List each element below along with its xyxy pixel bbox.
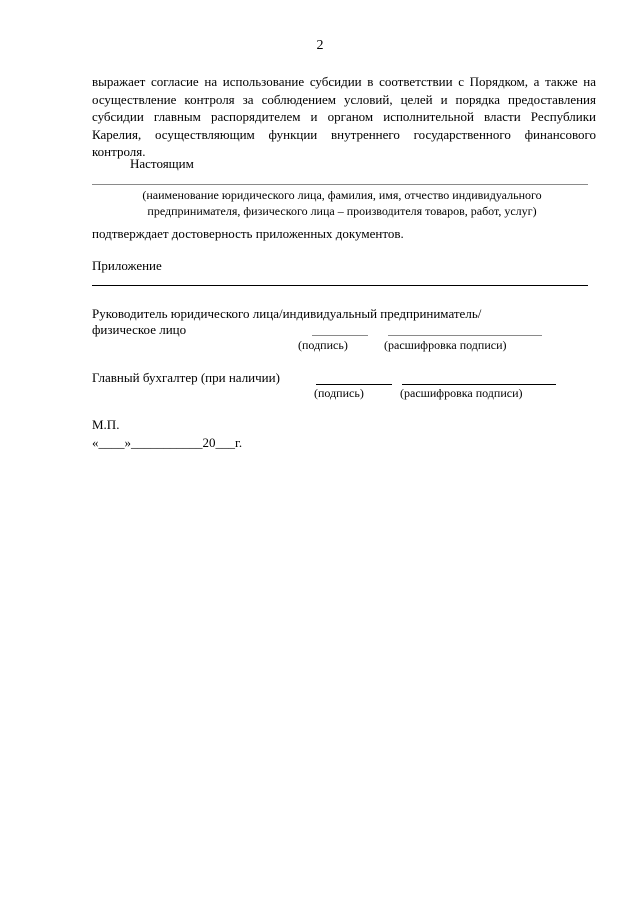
attestation-intro: Настоящим xyxy=(130,156,194,171)
head-title-line-2: физическое лицо xyxy=(92,322,187,337)
head-title-line-1: Руководитель юридического лица/индивидуальный предприниматель/ xyxy=(92,306,482,321)
accountant-signature-caption: (подпись) xyxy=(314,386,364,400)
attestation-confirms: подтверждает достоверность приложенных документов. xyxy=(92,226,404,241)
head-decoding-caption: (расшифровка подписи) xyxy=(384,338,507,352)
seal-label: М.П. xyxy=(92,417,120,432)
head-signature-line xyxy=(312,335,368,336)
head-decoding-line xyxy=(388,335,542,336)
page-number: 2 xyxy=(316,38,324,53)
accountant-title: Главный бухгалтер (при наличии) xyxy=(92,370,280,385)
entity-name-caption-1: (наименование юридического лица, фамилия, имя, отчество индивидуального xyxy=(142,188,542,202)
appendix-line xyxy=(92,285,588,286)
appendix-label: Приложение xyxy=(92,258,162,273)
accountant-decoding-caption: (расшифровка подписи) xyxy=(400,386,523,400)
entity-name-caption-2: предпринимателя, физического лица – производителя товаров, работ, услуг) xyxy=(147,204,537,218)
date-line: «____»___________20___г. xyxy=(92,435,243,450)
entity-name-line xyxy=(92,184,588,185)
consent-paragraph: выражает согласие на использование субсидии в соответствии с Порядком, а также на осуществление контроля за соблюдением условий, целей и порядка предоставления субсидии главным распорядителем и органом исполнительной власти Республики Карелия, осуществляющим функции внутреннего государственного финансового контроля. xyxy=(92,74,596,160)
head-signature-caption: (подпись) xyxy=(298,338,348,352)
